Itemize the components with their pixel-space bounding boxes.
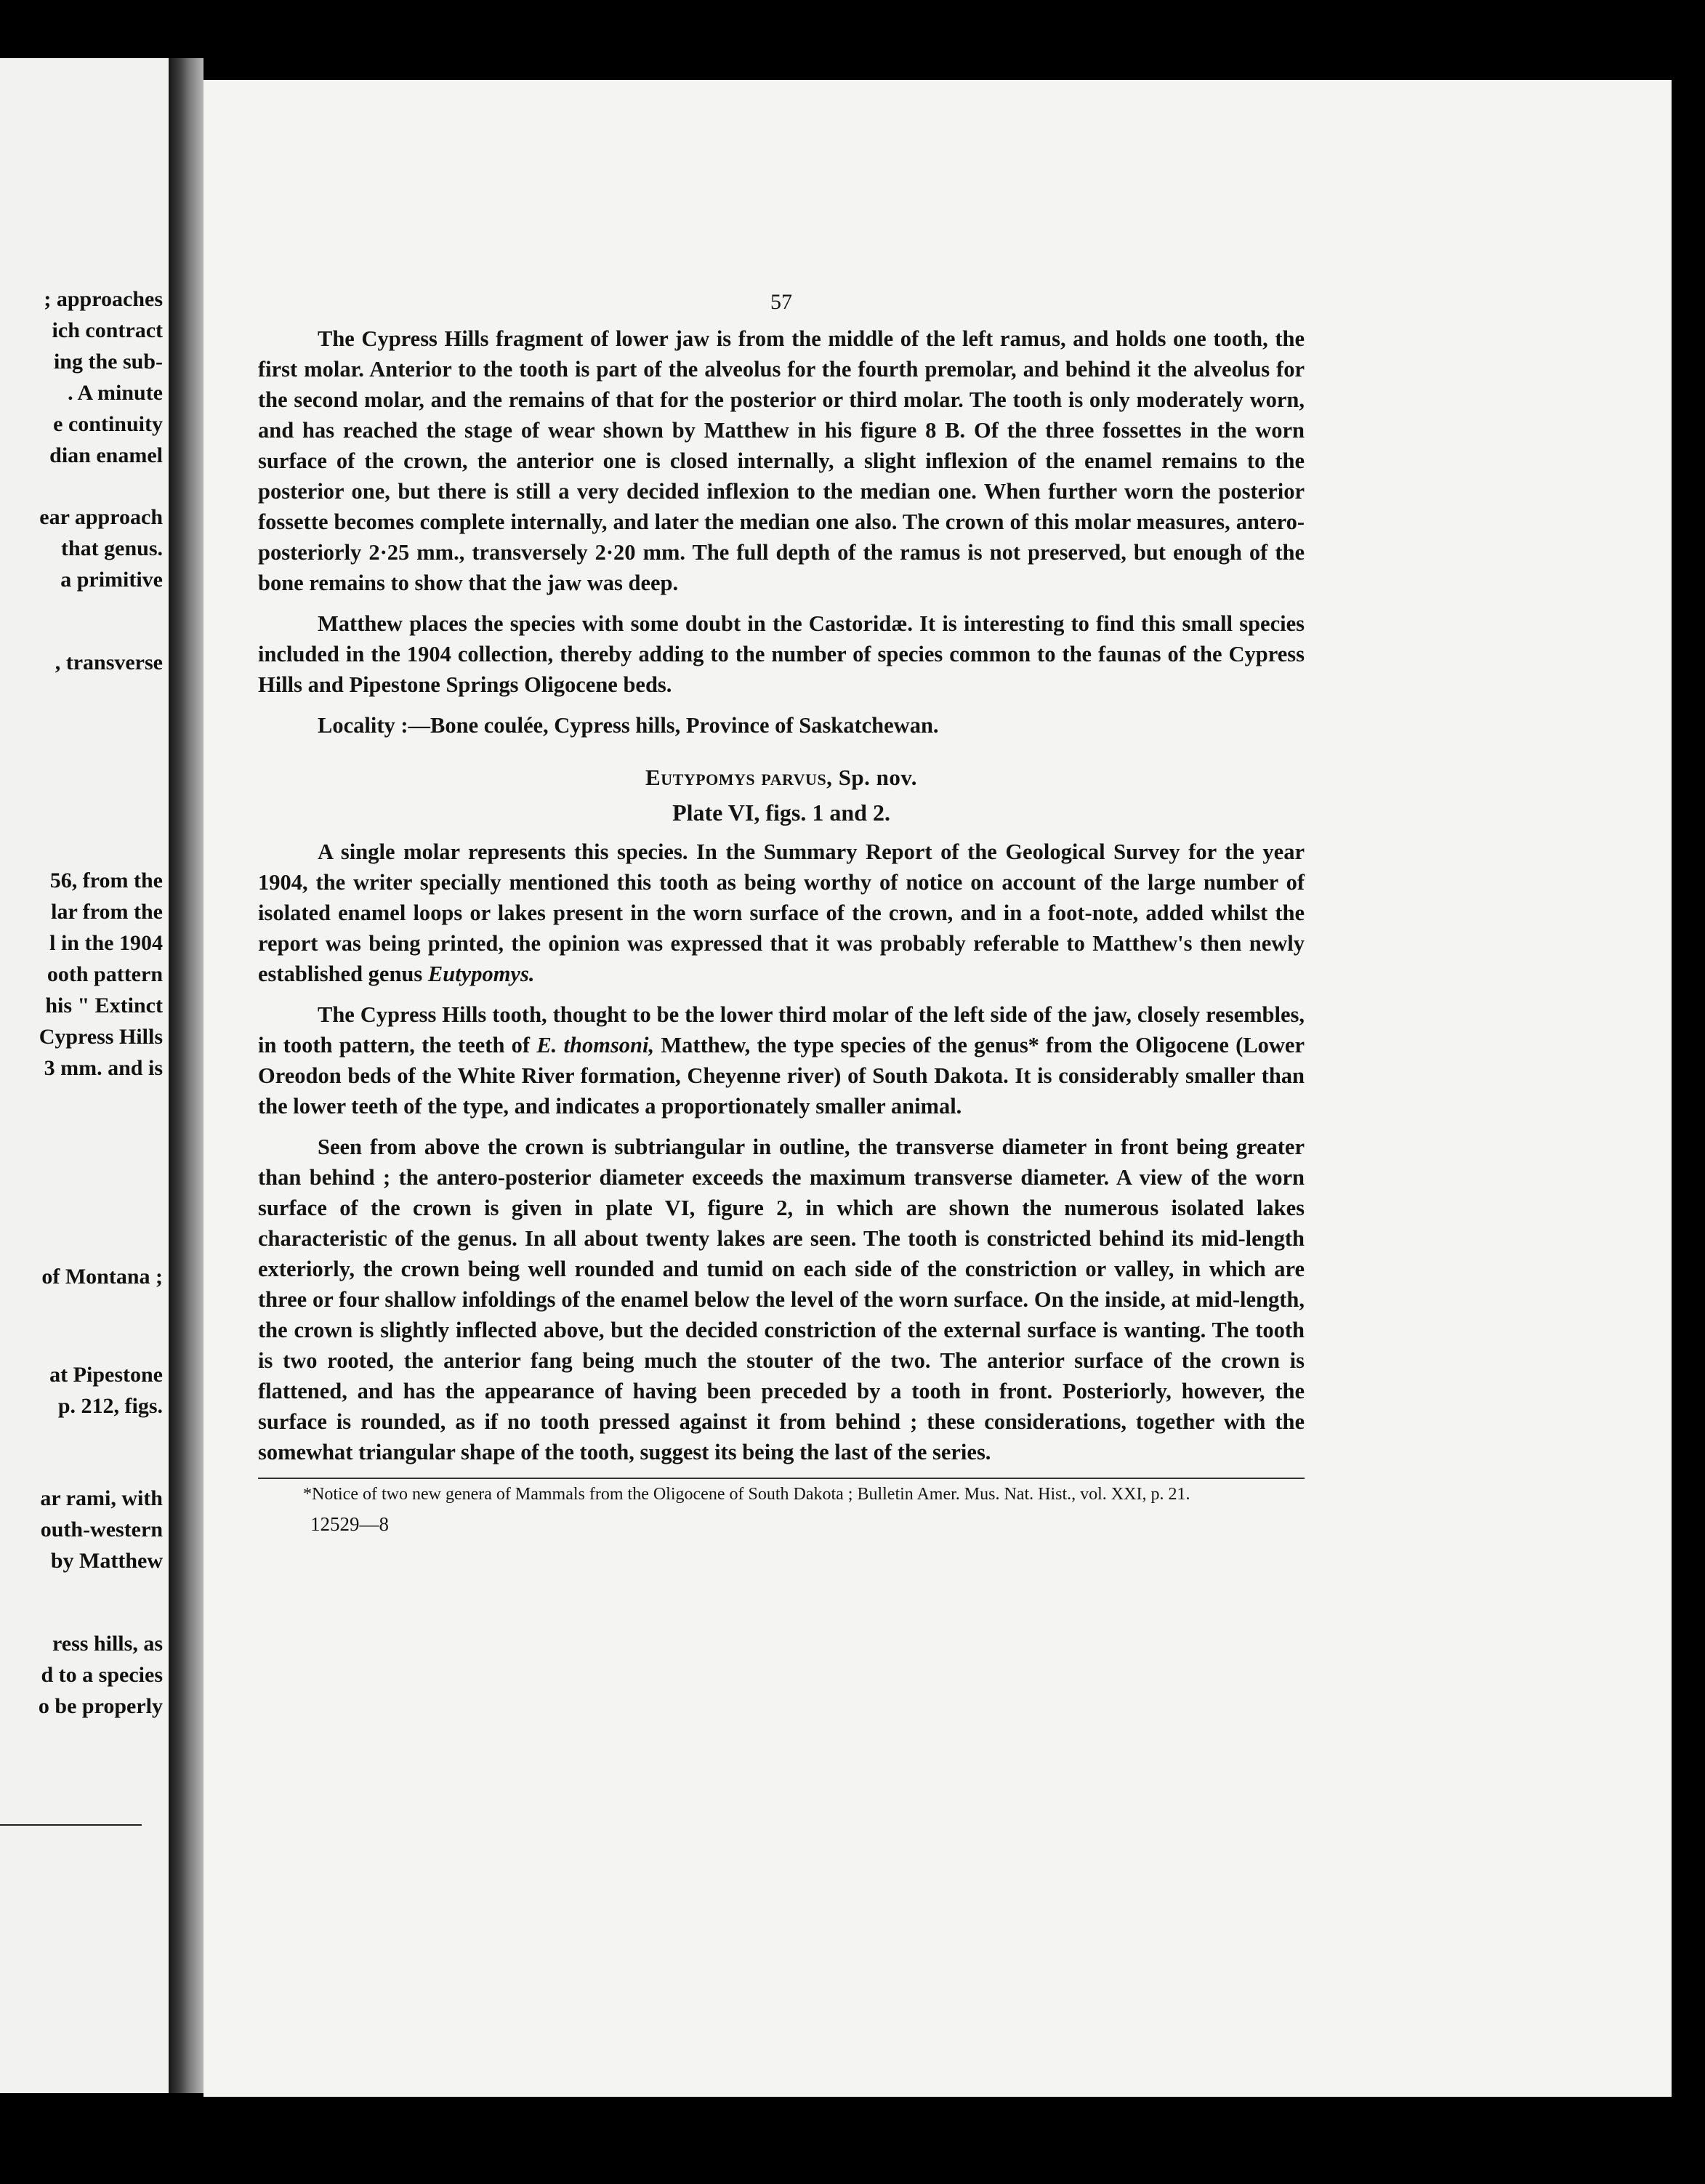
left-page-line: by Matthew xyxy=(50,1549,163,1573)
left-page-line: o be properly xyxy=(38,1694,163,1718)
plate-reference: Plate VI, figs. 1 and 2. xyxy=(672,799,890,826)
book-gutter xyxy=(169,58,203,2093)
left-page-line: at Pipestone xyxy=(49,1363,163,1387)
paragraph-castoridae: Matthew places the species with some doubt in the Castoridæ. It is interesting to find this small species included in the 1904 collection, thereby adding to the number of species common to the faunas of the Cypress Hills and Pipestone Springs Oligocene beds. xyxy=(258,611,1305,697)
left-page-line: . A minute xyxy=(68,381,163,405)
left-page-rule xyxy=(0,1824,142,1826)
left-page-line: outh-western xyxy=(40,1518,163,1542)
left-page-line: ich contract xyxy=(52,318,163,342)
species-name-italic: E. thomsoni, xyxy=(536,1033,655,1057)
locality-line: Locality :—Bone coulée, Cypress hills, Province of Saskatchewan. xyxy=(318,713,939,738)
paragraph-single-molar xyxy=(258,837,1305,989)
paragraph-tooth-comparison xyxy=(258,999,1305,1121)
left-page-line: dian enamel xyxy=(49,443,163,467)
page-content xyxy=(258,287,1305,1539)
left-page-line: a primitive xyxy=(60,568,163,592)
left-page-line: , transverse xyxy=(55,650,163,674)
left-page-line: 3 mm. and is xyxy=(44,1056,163,1080)
paragraph-tooth-comparison-text-a: The Cypress Hills tooth, thought to be the lower third molar of the left side of the jaw, closely resembles, in tooth pattern, the teeth of xyxy=(258,1002,1305,1057)
left-page-line: of Montana ; xyxy=(41,1265,163,1289)
left-page-line: ress hills, as xyxy=(52,1632,163,1656)
left-page-line: that genus. xyxy=(60,536,163,560)
left-page-line: ; approaches xyxy=(44,287,163,311)
paragraph-tooth-comparison-text-b: Matthew, the type species of the genus* from the Oligocene (Lower Oreodon beds of the White River formation, Cheyenne river) of South Dakota. It is considerably smaller than the lower teeth of the type, and indicates a proportionately smaller animal. xyxy=(258,1033,1305,1119)
page-code: 12529—8 xyxy=(310,1513,389,1535)
left-page-line: d to a species xyxy=(41,1663,163,1687)
left-page-line: ooth pattern xyxy=(47,962,163,986)
species-status: Sp. nov. xyxy=(838,765,917,790)
left-page-line: lar from the xyxy=(51,900,163,924)
genus-name-italic: Eutypomys. xyxy=(427,962,535,986)
left-page-line: 56, from the xyxy=(49,869,163,892)
species-name: Eutypomys parvus, xyxy=(645,765,833,790)
paragraph-crown-description: Seen from above the crown is subtriangular in outline, the transverse diameter in front being greater than behind ; the antero-posterior diameter exceeds the maximum transverse diameter. A view of the worn surface of the crown is given in plate VI, figure 2, in which are shown the numerous isolated lakes characteristic of the genus. In all about twenty lakes are seen. The tooth is constricted behind its mid-length exteriorly, the crown being well rounded and tumid on each side of the constriction or valley, in which are three or four shallow infoldings of the enamel below the level of the worn surface. On the inside, at mid-length, the crown is slightly inflected above, but the decided constriction of the external surface is wanting. The tooth is two rooted, the anterior fang being much the stouter of the two. The anterior surface of the crown is flattened, and has the appearance of having been preceded by a tooth in front. Posteriorly, however, the surface is rounded, as if no tooth pressed against it from behind ; these considerations, together with the somewhat triangular shape of the tooth, suggest its being the last of the series. xyxy=(258,1135,1305,1464)
left-page-line: p. 212, figs. xyxy=(57,1394,163,1418)
page-number: 57 xyxy=(770,290,792,314)
left-page-line: l in the 1904 xyxy=(49,931,163,955)
footnote-rule xyxy=(258,1478,1305,1479)
species-heading xyxy=(258,762,1305,793)
footnote: *Notice of two new genera of Mammals from the Oligocene of South Dakota ; Bulletin Amer. Mus. Nat. Hist., vol. XXI, p. 21. xyxy=(303,1485,1190,1504)
left-page-line: ing the sub- xyxy=(53,350,163,374)
left-page-line: e continuity xyxy=(53,412,163,436)
left-page-line: ar rami, with xyxy=(40,1486,163,1510)
left-page-line: his " Extinct xyxy=(45,994,163,1018)
paragraph-single-molar-text: A single molar represents this species. In the Summary Report of the Geological Survey for the year 1904, the writer specially mentioned this tooth as being worthy of notice on account of the large number of isolated enamel loops or lakes present in the worn surface of the crown, and in a foot-note, added whilst the report was being printed, the opinion was expressed that it was probably referable to Matthew's then newly established genus xyxy=(258,839,1305,986)
left-page-line: Cypress Hills xyxy=(39,1025,163,1049)
left-page-line: ear approach xyxy=(39,505,163,529)
paragraph-jaw-fragment: The Cypress Hills fragment of lower jaw is from the middle of the left ramus, and holds one tooth, the first molar. Anterior to the tooth is part of the alveolus for the fourth premolar, and behind it the alveolus for the second molar, and the remains of that for the posterior or third molar. The tooth is only moderately worn, and has reached the stage of wear shown by Matthew in his figure 8 B. Of the three fossettes in the worn surface of the crown, the anterior one is closed internally, a slight inflexion of the enamel remains to the posterior one, but there is still a very decided inflexion to the median one. When further worn the posterior fossette becomes complete internally, and later the median one also. The crown of this molar measures, antero-posteriorly 2·25 mm., transversely 2·20 mm. The full depth of the ramus is not preserved, but enough of the bone remains to show that the jaw was deep. xyxy=(258,326,1305,595)
left-page-fragment xyxy=(0,58,169,2093)
